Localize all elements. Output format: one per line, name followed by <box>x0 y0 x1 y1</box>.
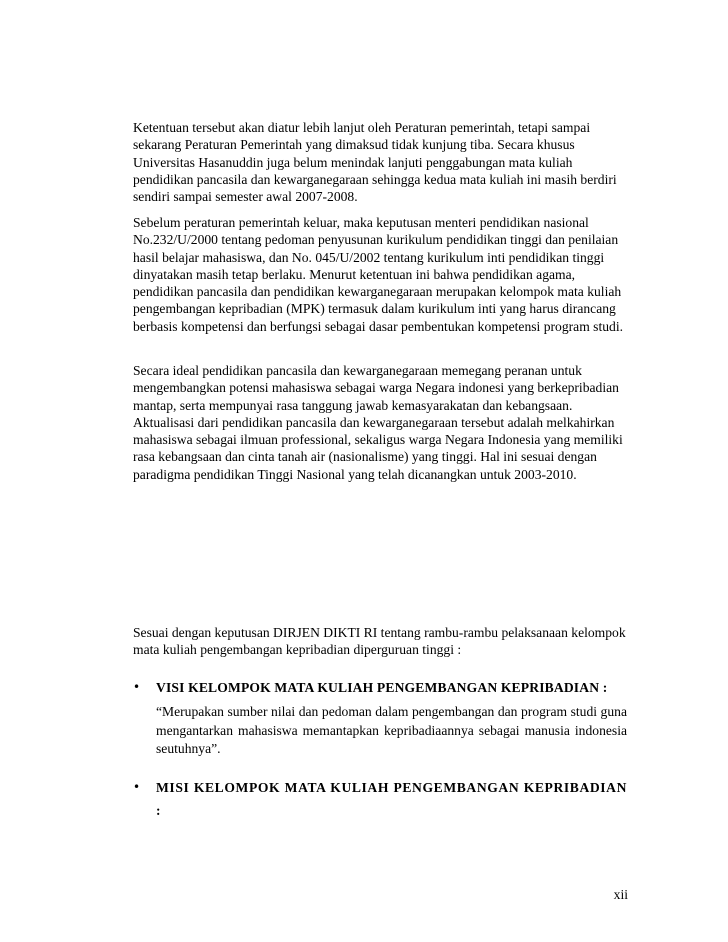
page-number: xii <box>613 887 628 902</box>
misi-heading-colon: : <box>156 803 161 819</box>
bullet-misi <box>133 779 627 820</box>
bullet-visi <box>133 679 627 759</box>
bullet-marker-icon: • <box>133 680 141 694</box>
paragraph-ketentuan: Ketentuan tersebut akan diatur lebih lanjut oleh Peraturan pemerintah, tetapi sampai sekarang Peraturan Pemerintah yang dimaksud tidak kunjung tiba. Secara khusus Universitas Hasanuddin juga belum menindak lanjuti penggabungan mata kuliah pendidikan pancasila dan kewarganegaraan sehingga kedua mata kuliah ini masih berdiri sendiri sampai semester awal 2007-2008. <box>133 120 617 205</box>
paragraph-sesuai-keputusan: Sesuai dengan keputusan DIRJEN DIKTI RI tentang rambu-rambu pelaksanaan kelompok mata kuliah pengembangan kepribadian diperguruan tinggi : <box>133 625 626 658</box>
visi-body: “Merupakan sumber nilai dan pedoman dalam pengembangan dan program studi guna mengantarkan mahasiswa memantapkan kepribadiaannya sebagai manusia indonesia seutuhnya”. <box>156 704 627 757</box>
visi-heading: VISI KELOMPOK MATA KULIAH PENGEMBANGAN KEPRIBADIAN : <box>156 680 608 695</box>
bullet-marker-icon: • <box>133 780 141 794</box>
paragraph-secara-ideal: Secara ideal pendidikan pancasila dan kewarganegaraan memegang peranan untuk mengembangkan potensi mahasiswa sebagai warga Negara indonesi yang berkepribadian mantap, serta mempunyai rasa tanggung jawab kemasyarakatan dan kebangsaan. Aktualisasi dari pendidikan pancasila dan kewarganegaraan tersebut adalah melkahirkan mahasiswa sebagai ilmuan professional, sekaligus warga Negara Indonesia yang memiliki rasa kebangsaan dan cinta tanah air (nasionalisme) yang tinggi. Hal ini sesuai dengan paradigma pendidikan Tinggi Nasional yang telah dicanangkan untuk 2003-2010. <box>133 363 623 482</box>
misi-heading: MISI KELOMPOK MATA KULIAH PENGEMBANGAN KEPRIBADIAN <box>156 780 627 795</box>
paragraph-sebelum-peraturan: Sebelum peraturan pemerintah keluar, maka keputusan menteri pendidikan nasional No.232/U/2000 tentang pedoman penyusunan kurikulum pendidikan tinggi dan penilaian hasil belajar mahasiswa, dan No. 045/U/2002 tentang kurikulum inti pendidikan tinggi dinyatakan masih tetap berlaku. Menurut ketentuan ini bahwa pendidikan agama, pendidikan pancasila dan pendidikan kewarganegaraan merupakan kelompok mata kuliah pengembangan kepribadian (MPK) termasuk dalam kurikulum inti yang harus dirancang berbasis kompetensi dan berfungsi sebagai dasar pembentukan kompetensi program studi. <box>133 215 624 334</box>
